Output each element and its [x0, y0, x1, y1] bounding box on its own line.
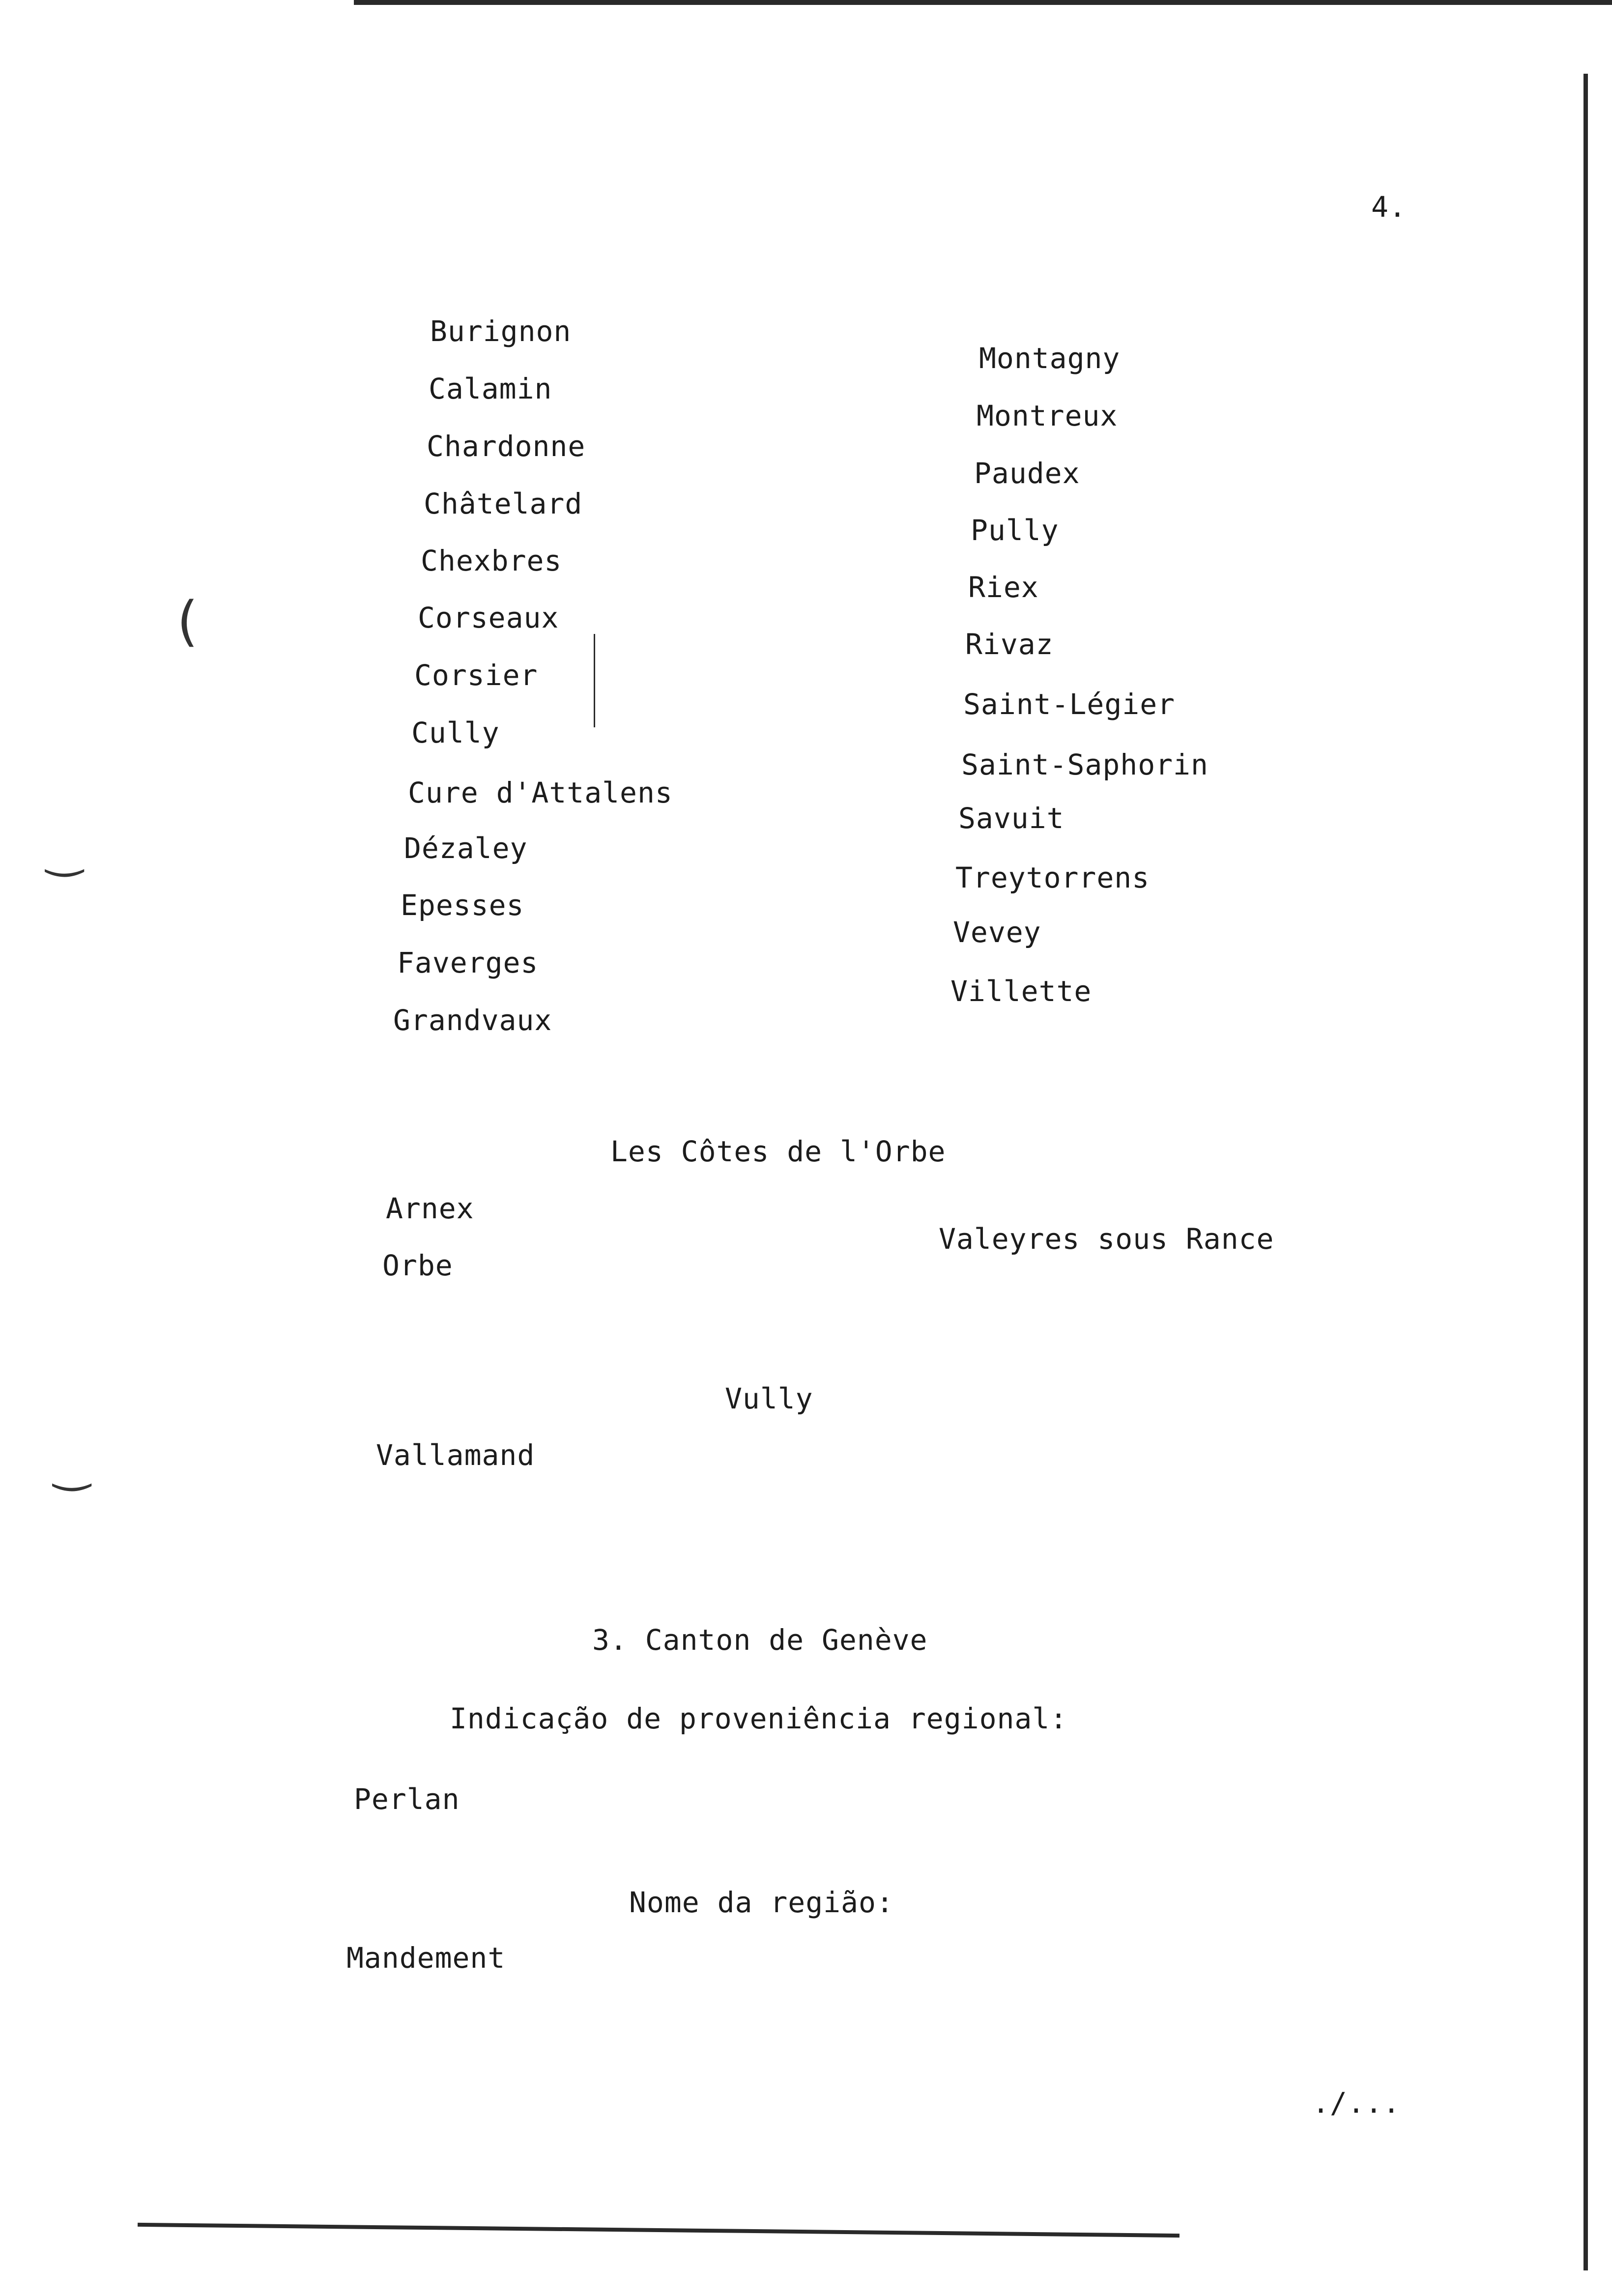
margin-mark: (	[177, 590, 198, 653]
continuation-mark: ./...	[1312, 2086, 1401, 2120]
top-edge-line	[354, 0, 1612, 5]
list-item: Treytorrens	[955, 861, 1150, 894]
right-edge-line	[1583, 74, 1588, 2270]
list-item: Epesses	[401, 889, 524, 922]
margin-mark: ‿	[54, 1440, 90, 1492]
list-item: Montagny	[979, 342, 1121, 375]
list-item: Chexbres	[421, 544, 562, 577]
list-item: Corseaux	[418, 601, 559, 634]
list-item: Arnex	[386, 1192, 474, 1225]
list-item: Vevey	[953, 916, 1041, 949]
list-item: Riex	[968, 571, 1039, 604]
list-item: Saint-Saphorin	[961, 748, 1209, 781]
list-item: Savuit	[958, 802, 1065, 835]
list-item: Mandement	[346, 1941, 506, 1975]
margin-mark: ‿	[47, 826, 83, 877]
page-number: 4.	[1371, 190, 1407, 224]
list-item: Chardonne	[427, 430, 586, 463]
section-heading: 3. Canton de Genève	[592, 1623, 928, 1657]
list-item: Perlan	[354, 1782, 460, 1816]
bottom-edge-line	[138, 2223, 1180, 2238]
list-item: Pully	[971, 514, 1059, 547]
list-item: Calamin	[429, 372, 552, 405]
list-item: Paudex	[974, 457, 1080, 490]
list-item: Châtelard	[424, 487, 583, 520]
list-item: Faverges	[397, 946, 539, 979]
list-item: Orbe	[382, 1249, 453, 1282]
list-item: Villette	[950, 975, 1092, 1008]
list-item: Rivaz	[965, 628, 1054, 661]
list-item: Corsier	[414, 659, 538, 692]
list-item: Valeyres sous Rance	[939, 1222, 1274, 1256]
list-item: Grandvaux	[393, 1004, 552, 1037]
section-subheading: Nome da região:	[629, 1886, 894, 1919]
list-item: Cure d'Attalens	[408, 776, 673, 809]
section-heading: Les Côtes de l'Orbe	[610, 1135, 946, 1168]
list-item: Saint-Légier	[963, 688, 1176, 721]
list-item: Vallamand	[376, 1438, 535, 1472]
list-item: Montreux	[977, 399, 1118, 432]
list-item: Dézaley	[404, 832, 528, 865]
section-heading: Vully	[725, 1382, 813, 1415]
list-item: Cully	[411, 716, 500, 749]
list-item: Burignon	[430, 315, 572, 348]
section-subheading: Indicação de proveniência regional:	[450, 1702, 1068, 1735]
vertical-rule	[594, 634, 595, 727]
